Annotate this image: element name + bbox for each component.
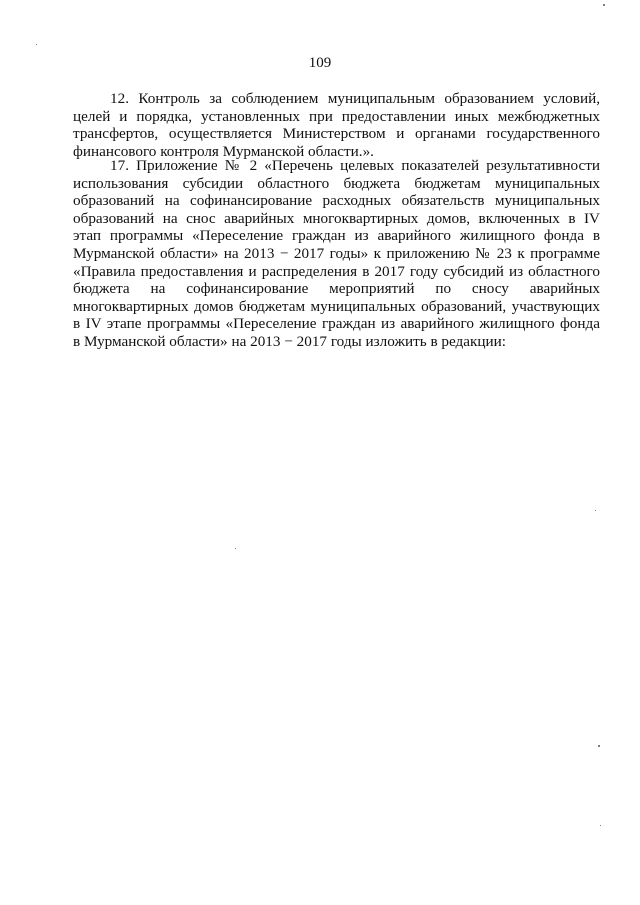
scan-speck — [598, 745, 600, 747]
text-line: «Правила предоставления и распределения в 2017 году субсидий из областного — [73, 262, 600, 280]
scan-speck — [600, 825, 601, 826]
text-line: 17. Приложение № 2 «Перечень целевых показателей результативности — [110, 157, 600, 174]
text-line: в Мурманской области» на 2013 − 2017 годы изложить в редакции: — [73, 332, 507, 350]
text-line: 12. Контроль за соблюдением муниципальным образованием условий, — [110, 90, 600, 107]
text-line: трансфертов, осуществляется Министерством и органами государственного — [73, 125, 600, 143]
text-line: финансового контроля Мурманской области.». — [73, 142, 374, 160]
text-line: образований на софинансирование расходных обязательств муниципальных — [73, 192, 600, 210]
paragraph-17 — [73, 157, 600, 351]
scan-speck — [603, 4, 605, 6]
scan-speck — [36, 44, 37, 45]
scan-speck — [595, 510, 596, 511]
text-line: образований на снос аварийных многоквартирных домов, включенных в IV — [73, 209, 600, 227]
paragraph-12 — [73, 90, 600, 160]
text-line: многоквартирных домов бюджетам муниципальных образований, участвующих — [73, 297, 600, 315]
text-line: Мурманской области» на 2013 − 2017 годы» к приложению № 23 к программе — [73, 244, 600, 262]
text-line: этап программы «Переселение граждан из аварийного жилищного фонда в — [73, 227, 600, 245]
text-line: бюджета на софинансирование мероприятий по сносу аварийных — [73, 280, 600, 298]
page-number: 109 — [308, 55, 332, 71]
text-line: целей и порядка, установленных при предоставлении иных межбюджетных — [73, 107, 600, 125]
text-line: в IV этапе программы «Переселение граждан из аварийного жилищного фонда — [73, 315, 600, 333]
text-line: использования субсидии областного бюджета бюджетам муниципальных — [73, 174, 600, 192]
scan-speck — [235, 548, 236, 549]
